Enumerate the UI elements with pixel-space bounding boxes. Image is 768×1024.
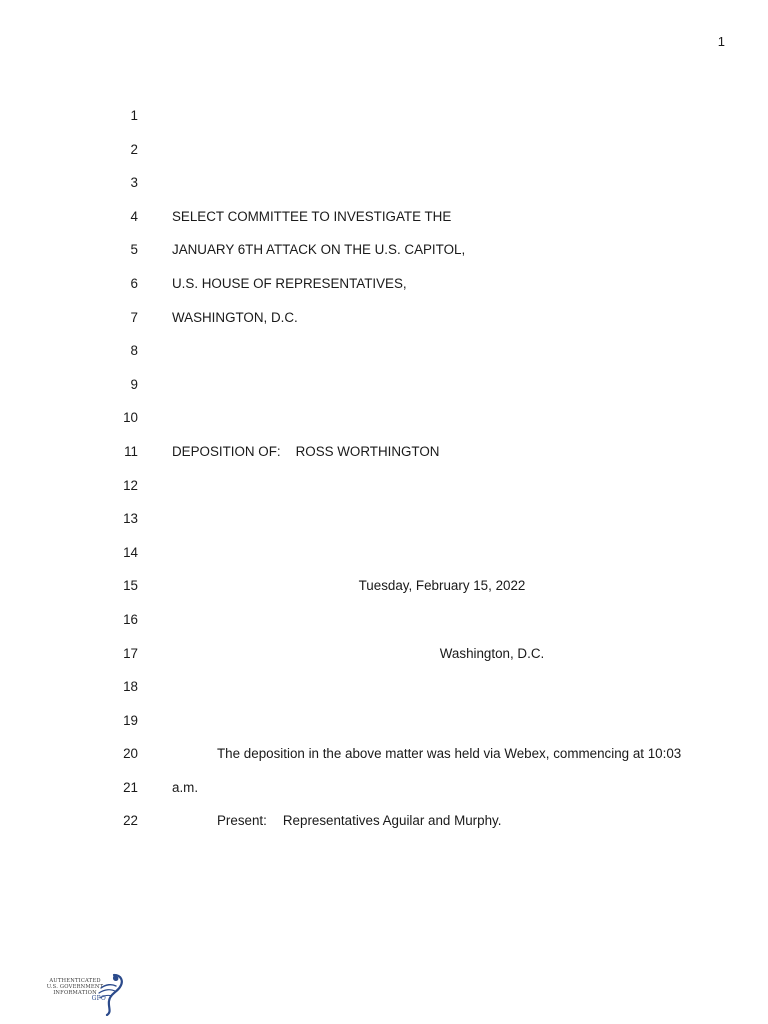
transcript-line — [0, 205, 768, 239]
line-number: 1 — [130, 108, 138, 123]
transcript-line — [0, 440, 768, 474]
line-number: 10 — [123, 410, 138, 426]
line-number: 19 — [123, 712, 138, 728]
transcript-line — [0, 608, 768, 642]
transcript-line — [0, 507, 768, 541]
transcript-line — [0, 373, 768, 407]
line-number: 15 — [123, 578, 138, 594]
present-line — [217, 809, 501, 833]
committee-title-line: JANUARY 6TH ATTACK ON THE U.S. CAPITOL, — [172, 242, 466, 258]
transcript-line — [0, 474, 768, 508]
transcript-line — [0, 171, 768, 205]
transcript-line — [0, 238, 768, 272]
line-number: 14 — [123, 544, 138, 560]
line-number: 13 — [123, 511, 138, 527]
transcript-line — [0, 642, 768, 676]
transcript-line — [0, 709, 768, 743]
deposition-of-line — [172, 440, 439, 464]
gpo-authentication-seal — [44, 972, 130, 1018]
seal-gpo-text: GPO — [91, 995, 106, 1002]
line-number: 2 — [130, 141, 138, 157]
line-number: 22 — [123, 813, 138, 829]
transcript-line — [0, 339, 768, 373]
deposition-date: Tuesday, February 15, 2022 — [358, 578, 526, 594]
transcript-line — [0, 306, 768, 340]
line-number: 21 — [123, 779, 138, 795]
seal-text-line: INFORMATION — [53, 990, 97, 996]
line-number: 6 — [130, 275, 138, 291]
transcript-line — [0, 541, 768, 575]
transcript-line — [0, 138, 768, 172]
deposition-of-label: DEPOSITION OF: — [172, 443, 281, 459]
transcript-line — [0, 272, 768, 306]
deposition-location: Washington, D.C. — [439, 645, 545, 661]
seal-text-line: AUTHENTICATED — [49, 978, 101, 984]
line-number: 3 — [130, 175, 138, 191]
line-number: 7 — [130, 309, 138, 325]
transcript-line — [0, 675, 768, 709]
transcript-line — [0, 574, 768, 608]
line-number: 18 — [123, 679, 138, 695]
seal-text-line: U.S. GOVERNMENT — [46, 984, 104, 990]
committee-title-line: U.S. HOUSE OF REPRESENTATIVES, — [172, 275, 407, 291]
line-number: 16 — [123, 611, 138, 627]
transcript — [0, 104, 768, 843]
line-number: 20 — [123, 746, 138, 762]
line-number: 12 — [123, 477, 138, 493]
transcript-line — [0, 742, 768, 776]
transcript-line — [0, 809, 768, 843]
present-label: Present: — [217, 813, 267, 829]
eagle-icon — [96, 972, 126, 1016]
committee-title-line: WASHINGTON, D.C. — [172, 309, 298, 325]
deponent-name: ROSS WORTHINGTON — [295, 443, 440, 459]
page-number: 1 — [717, 34, 725, 49]
deposition-statement-continued: a.m. — [172, 779, 199, 795]
transcript-line — [0, 776, 768, 810]
line-number: 9 — [130, 376, 138, 392]
transcript-line — [0, 406, 768, 440]
line-number: 8 — [130, 343, 138, 359]
line-number: 11 — [124, 443, 138, 459]
line-number: 5 — [130, 242, 138, 258]
present-members: Representatives Aguilar and Murphy. — [282, 813, 502, 829]
line-number: 17 — [123, 645, 138, 661]
deposition-statement: The deposition in the above matter was held via Webex, commencing at 10:03 — [217, 746, 682, 762]
transcript-line — [0, 104, 768, 138]
line-number: 4 — [130, 208, 138, 224]
committee-title-line: SELECT COMMITTEE TO INVESTIGATE THE — [172, 208, 452, 224]
